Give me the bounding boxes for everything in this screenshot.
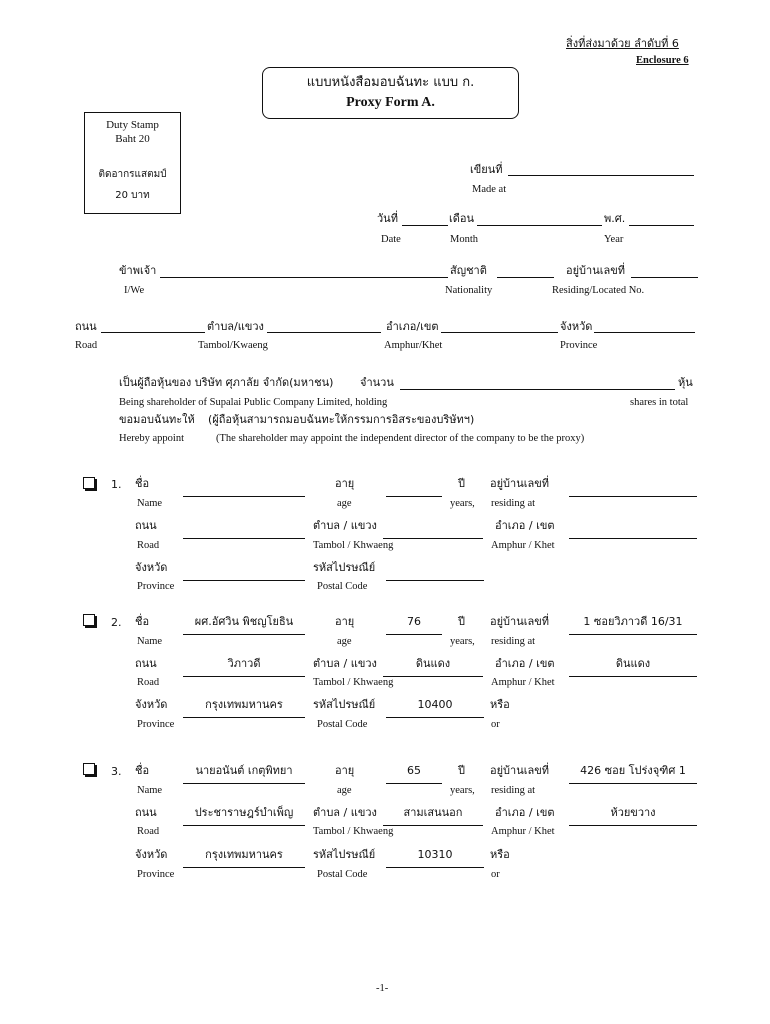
shareholder-th: เป็นผู้ถือหุ้นของ บริษัท ศุภาลัย จำกัด(มหาชน) bbox=[119, 376, 334, 389]
amphur-line[interactable] bbox=[441, 332, 558, 333]
proxy-1-house-line[interactable] bbox=[569, 496, 697, 497]
proxy-3-years-en: years, bbox=[450, 785, 475, 796]
proxy-3-checkbox[interactable] bbox=[83, 763, 95, 775]
shares-amount-th: จำนวน bbox=[360, 376, 394, 389]
proxy-2-years-en: years, bbox=[450, 636, 475, 647]
proxy-3-province-en: Province bbox=[137, 869, 175, 880]
proxy-2-tambol-line[interactable] bbox=[383, 676, 483, 677]
proxy-2-road-value: วิภาวดี bbox=[227, 657, 261, 670]
proxy-2-road-en: Road bbox=[137, 677, 160, 688]
proxy-1-province-en: Province bbox=[137, 581, 175, 592]
proxy-2-checkbox[interactable] bbox=[83, 614, 95, 626]
proxy-3-road-th: ถนน bbox=[135, 806, 157, 819]
proxy-3-postal-line[interactable] bbox=[386, 867, 484, 868]
proxy-3-postal-th: รหัสไปรษณีย์ bbox=[313, 848, 376, 861]
proxy-1-amphur-line[interactable] bbox=[569, 538, 697, 539]
iwe-en: I/We bbox=[124, 285, 145, 296]
proxy-1-postal-th: รหัสไปรษณีย์ bbox=[313, 561, 376, 574]
proxy-3-province-value: กรุงเทพมหานคร bbox=[205, 848, 283, 861]
proxy-2-province-th: จังหวัด bbox=[135, 698, 168, 711]
proxy-1-residing-th: อยู่บ้านเลขที่ bbox=[490, 477, 550, 490]
residing-line[interactable] bbox=[631, 277, 698, 278]
residing-en: Residing/Located No. bbox=[552, 285, 645, 296]
proxy-1-residing-en: residing at bbox=[491, 498, 536, 509]
proxy-3-age-line[interactable] bbox=[386, 783, 442, 784]
made-at-th: เขียนที่ bbox=[470, 163, 503, 176]
proxy-2-amphur-line[interactable] bbox=[569, 676, 697, 677]
date-year-line[interactable] bbox=[629, 225, 694, 226]
proxy-2-or-th: หรือ bbox=[490, 698, 510, 711]
proxy-2-number: 2. bbox=[111, 616, 122, 629]
appoint-en: Hereby appoint bbox=[119, 433, 185, 444]
proxy-2-or-en: or bbox=[491, 719, 500, 730]
proxy-3-number: 3. bbox=[111, 765, 122, 778]
amphur-en: Amphur/Khet bbox=[384, 340, 443, 351]
shareholder-en: Being shareholder of Supalai Public Company Limited, holding bbox=[119, 397, 388, 408]
tambol-th: ตำบล/แขวง bbox=[207, 320, 264, 333]
proxy-1-name-th: ชื่อ bbox=[135, 477, 150, 490]
appoint-note-en: (The shareholder may appoint the independent director of the company to be the proxy) bbox=[216, 433, 585, 444]
proxy-2-road-th: ถนน bbox=[135, 657, 157, 670]
made-at-line[interactable] bbox=[508, 175, 694, 176]
road-line[interactable] bbox=[101, 332, 205, 333]
proxy-3-house-line[interactable] bbox=[569, 783, 697, 784]
proxy-3-age-th: อายุ bbox=[335, 764, 355, 777]
page-number: -1- bbox=[376, 983, 389, 994]
proxy-2-name-en: Name bbox=[137, 636, 163, 647]
proxy-3-house-value: 426 ซอย โปร่งจุฑิศ 1 bbox=[580, 764, 686, 777]
proxy-2-province-line[interactable] bbox=[183, 717, 305, 718]
shares-unit-th: หุ้น bbox=[678, 376, 693, 389]
proxy-2-residing-en: residing at bbox=[491, 636, 536, 647]
proxy-1-tambol-th: ตำบล / แขวง bbox=[313, 519, 377, 532]
proxy-3-age-value: 65 bbox=[407, 764, 421, 777]
proxy-1-name-en: Name bbox=[137, 498, 163, 509]
proxy-3-road-en: Road bbox=[137, 826, 160, 837]
proxy-2-years-th: ปี bbox=[458, 615, 465, 628]
proxy-3-tambol-en: Tambol / Khwaeng bbox=[313, 826, 394, 837]
proxy-3-tambol-th: ตำบล / แขวง bbox=[313, 806, 377, 819]
proxy-3-or-en: or bbox=[491, 869, 500, 880]
proxy-3-name-value: นายอนันต์ เกตุพิทยา bbox=[195, 764, 293, 777]
proxy-1-road-th: ถนน bbox=[135, 519, 157, 532]
proxy-3-residing-en: residing at bbox=[491, 785, 536, 796]
proxy-2-age-th: อายุ bbox=[335, 615, 355, 628]
date-day-en: Date bbox=[381, 234, 401, 245]
stamp-en-line1: Duty Stamp bbox=[106, 119, 159, 131]
province-line[interactable] bbox=[594, 332, 695, 333]
enclosure-en: Enclosure 6 bbox=[636, 55, 689, 66]
amphur-th: อำเภอ/เขต bbox=[386, 320, 439, 333]
proxy-1-years-th: ปี bbox=[458, 477, 465, 490]
iwe-th: ข้าพเจ้า bbox=[119, 264, 157, 277]
proxy-3-amphur-th: อำเภอ / เขต bbox=[495, 806, 555, 819]
proxy-2-residing-th: อยู่บ้านเลขที่ bbox=[490, 615, 550, 628]
proxy-3-tambol-line[interactable] bbox=[383, 825, 483, 826]
proxy-1-years-en: years, bbox=[450, 498, 475, 509]
proxy-3-amphur-value: ห้วยขวาง bbox=[610, 806, 656, 819]
enclosure-th: สิ่งที่ส่งมาด้วย ลำดับที่ 6 bbox=[566, 37, 679, 50]
province-th: จังหวัด bbox=[560, 320, 593, 333]
province-en: Province bbox=[560, 340, 598, 351]
proxy-2-tambol-th: ตำบล / แขวง bbox=[313, 657, 377, 670]
shares-amount-line[interactable] bbox=[400, 389, 675, 390]
title-th: แบบหนังสือมอบฉันทะ แบบ ก. bbox=[306, 75, 475, 90]
proxy-2-age-value: 76 bbox=[407, 615, 421, 628]
proxy-1-amphur-en: Amphur / Khet bbox=[491, 540, 555, 551]
proxy-3-years-th: ปี bbox=[458, 764, 465, 777]
proxy-2-postal-en: Postal Code bbox=[317, 719, 368, 730]
proxy-1-road-en: Road bbox=[137, 540, 160, 551]
proxy-1-name-line[interactable] bbox=[183, 496, 305, 497]
proxy-3-amphur-en: Amphur / Khet bbox=[491, 826, 555, 837]
proxy-2-postal-th: รหัสไปรษณีย์ bbox=[313, 698, 376, 711]
road-en: Road bbox=[75, 340, 98, 351]
proxy-2-amphur-value: ดินแดง bbox=[615, 657, 651, 670]
nationality-th: สัญชาติ bbox=[450, 264, 487, 277]
proxy-1-amphur-th: อำเภอ / เขต bbox=[495, 519, 555, 532]
proxy-1-checkbox[interactable] bbox=[83, 477, 95, 489]
proxy-1-postal-en: Postal Code bbox=[317, 581, 368, 592]
proxy-2-age-en: age bbox=[337, 636, 352, 647]
proxy-2-name-th: ชื่อ bbox=[135, 615, 150, 628]
stamp-th-line2: 20 บาท bbox=[115, 190, 150, 201]
proxy-3-road-value: ประชาราษฎร์บำเพ็ญ bbox=[194, 806, 294, 819]
proxy-1-province-th: จังหวัด bbox=[135, 561, 168, 574]
made-at-en: Made at bbox=[472, 184, 507, 195]
date-month-line[interactable] bbox=[477, 225, 602, 226]
proxy-2-tambol-value: ดินแดง bbox=[415, 657, 451, 670]
title-en: Proxy Form A. bbox=[346, 95, 435, 110]
proxy-3-name-th: ชื่อ bbox=[135, 764, 150, 777]
tambol-line[interactable] bbox=[267, 332, 381, 333]
nationality-en: Nationality bbox=[445, 285, 493, 296]
proxy-3-tambol-value: สามเสนนอก bbox=[403, 806, 463, 819]
proxy-2-name-line[interactable] bbox=[183, 634, 305, 635]
proxy-2-age-line[interactable] bbox=[386, 634, 442, 635]
proxy-2-province-en: Province bbox=[137, 719, 175, 730]
appoint-note-th: (ผู้ถือหุ้นสามารถมอบฉันทะให้กรรมการอิสระของบริษัทฯ) bbox=[208, 413, 475, 426]
proxy-3-amphur-line[interactable] bbox=[569, 825, 697, 826]
proxy-3-or-th: หรือ bbox=[490, 848, 510, 861]
proxy-3-postal-en: Postal Code bbox=[317, 869, 368, 880]
proxy-1-road-line[interactable] bbox=[183, 538, 305, 539]
date-month-th: เดือน bbox=[449, 212, 475, 225]
proxy-1-tambol-line[interactable] bbox=[383, 538, 483, 539]
date-year-en: Year bbox=[604, 234, 624, 245]
proxy-2-name-value: ผศ.อัศวิน พิชญโยธิน bbox=[194, 615, 294, 628]
proxy-2-amphur-en: Amphur / Khet bbox=[491, 677, 555, 688]
proxy-2-road-line[interactable] bbox=[183, 676, 305, 677]
date-month-en: Month bbox=[450, 234, 479, 245]
proxy-2-house-line[interactable] bbox=[569, 634, 697, 635]
proxy-3-road-line[interactable] bbox=[183, 825, 305, 826]
proxy-2-province-value: กรุงเทพมหานคร bbox=[205, 698, 283, 711]
residing-th: อยู่บ้านเลขที่ bbox=[566, 264, 626, 277]
date-day-th: วันที่ bbox=[377, 212, 398, 225]
date-day-line[interactable] bbox=[402, 225, 448, 226]
proxy-1-postal-line[interactable] bbox=[386, 580, 484, 581]
proxy-3-residing-th: อยู่บ้านเลขที่ bbox=[490, 764, 550, 777]
nationality-line[interactable] bbox=[497, 277, 554, 278]
proxy-3-name-en: Name bbox=[137, 785, 163, 796]
proxy-3-name-line[interactable] bbox=[183, 783, 305, 784]
proxy-1-age-th: อายุ bbox=[335, 477, 355, 490]
shares-total-en: shares in total bbox=[630, 397, 689, 408]
stamp-en-line2: Baht 20 bbox=[115, 133, 150, 145]
proxy-3-postal-value: 10310 bbox=[417, 848, 453, 861]
proxy-3-province-th: จังหวัด bbox=[135, 848, 168, 861]
stamp-th-line1: ติดอากรแสตมป์ bbox=[98, 169, 167, 180]
proxy-3-province-line[interactable] bbox=[183, 867, 305, 868]
road-th: ถนน bbox=[75, 320, 97, 333]
appoint-th: ขอมอบฉันทะให้ bbox=[119, 413, 195, 426]
proxy-1-province-line[interactable] bbox=[183, 580, 305, 581]
proxy-1-number: 1. bbox=[111, 478, 122, 491]
proxy-2-postal-value: 10400 bbox=[417, 698, 453, 711]
proxy-2-tambol-en: Tambol / Khwaeng bbox=[313, 677, 394, 688]
proxy-1-tambol-en: Tambol / Khwaeng bbox=[313, 540, 394, 551]
date-year-th: พ.ศ. bbox=[604, 212, 626, 225]
proxy-1-age-en: age bbox=[337, 498, 352, 509]
tambol-en: Tambol/Kwaeng bbox=[198, 340, 268, 351]
proxy-2-postal-line[interactable] bbox=[386, 717, 484, 718]
proxy-2-house-value: 1 ซอยวิภาวดี 16/31 bbox=[583, 615, 683, 628]
iwe-line[interactable] bbox=[160, 277, 448, 278]
proxy-3-age-en: age bbox=[337, 785, 352, 796]
proxy-2-amphur-th: อำเภอ / เขต bbox=[495, 657, 555, 670]
proxy-1-age-line[interactable] bbox=[386, 496, 442, 497]
